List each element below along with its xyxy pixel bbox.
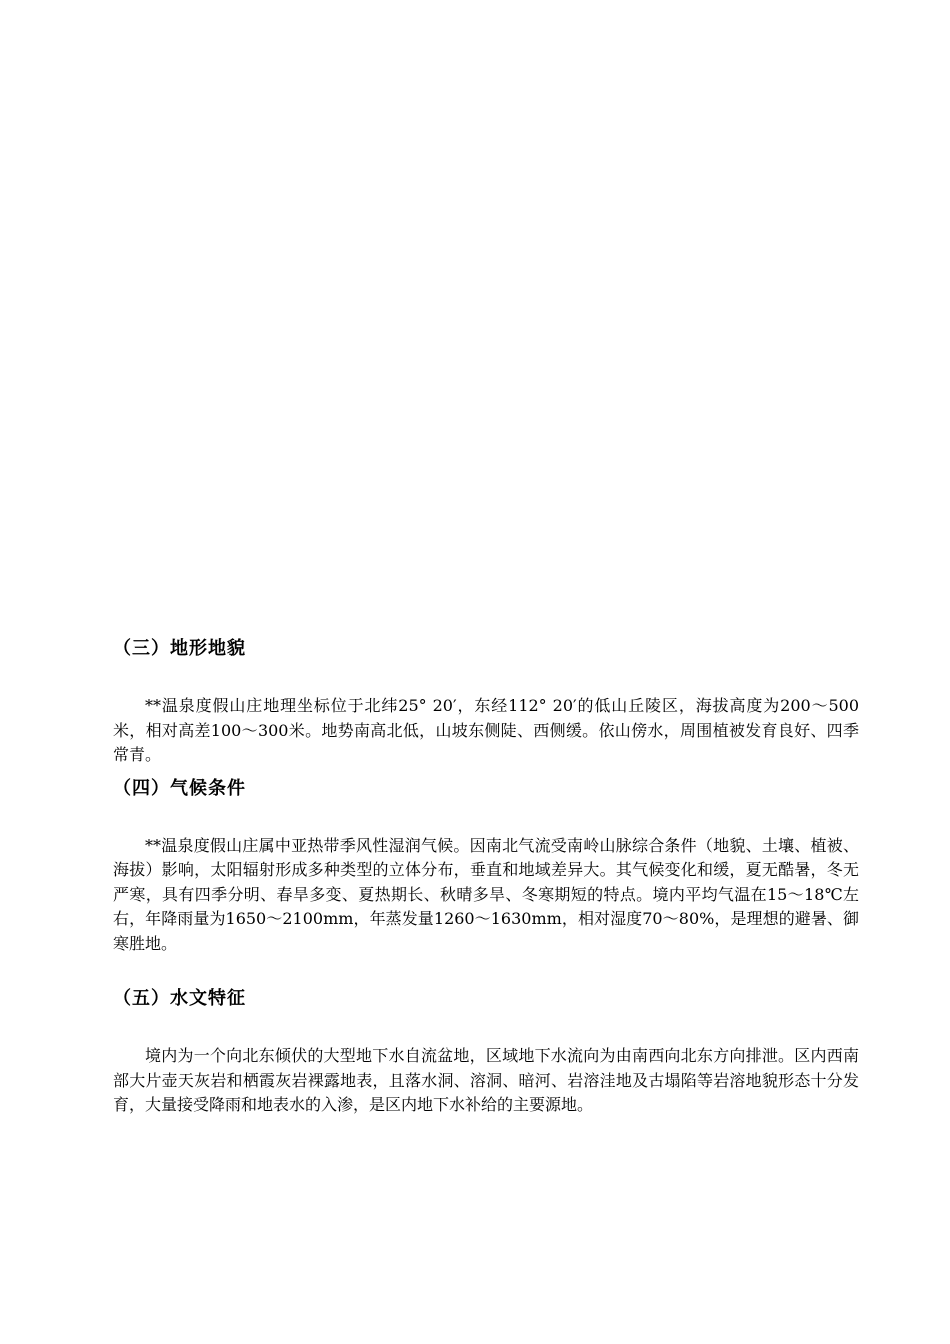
section-heading-climate: （四）气候条件 <box>113 777 246 799</box>
section-paragraph-climate: **温泉度假山庄属中亚热带季风性湿润气候。因南北气流受南岭山脉综合条件（地貌、土壤、植被、海拔）影响，太阳辐射形成多种类型的立体分布，垂直和地域差异大。其气候变化和缓，夏无酷暑，冬无严寒，具有四季分明、春旱多变、夏热期长、秋晴多旱、冬寒期短的特点。境内平均气温在15～18℃左右，年降雨量为1650～2100mm，年蒸发量1260～1630mm，相对湿度70～80%，是理想的避暑、御寒胜地。 <box>113 835 859 953</box>
document-body <box>113 632 859 1118</box>
section-paragraph-hydrology: 境内为一个向北东倾伏的大型地下水自流盆地，区域地下水流向为由南西向北东方向排泄。区内西南部大片壶天灰岩和栖霞灰岩裸露地表，且落水洞、溶洞、暗河、岩溶洼地及古塌陷等岩溶地貌形态十分发育，大量接受降雨和地表水的入渗，是区内地下水补给的主要源地。 <box>113 1046 859 1114</box>
section-heading-hydrology: （五）水文特征 <box>113 988 246 1009</box>
section-heading-terrain: （三）地形地貌 <box>113 638 246 659</box>
section-paragraph-terrain: **温泉度假山庄地理坐标位于北纬25° 20′，东经112° 20′的低山丘陵区，海拔高度为200～500米，相对高差100～300米。地势南高北低，山坡东侧陡、西侧缓。依山傍水，周围植被发育良好、四季常青。 <box>113 696 859 764</box>
